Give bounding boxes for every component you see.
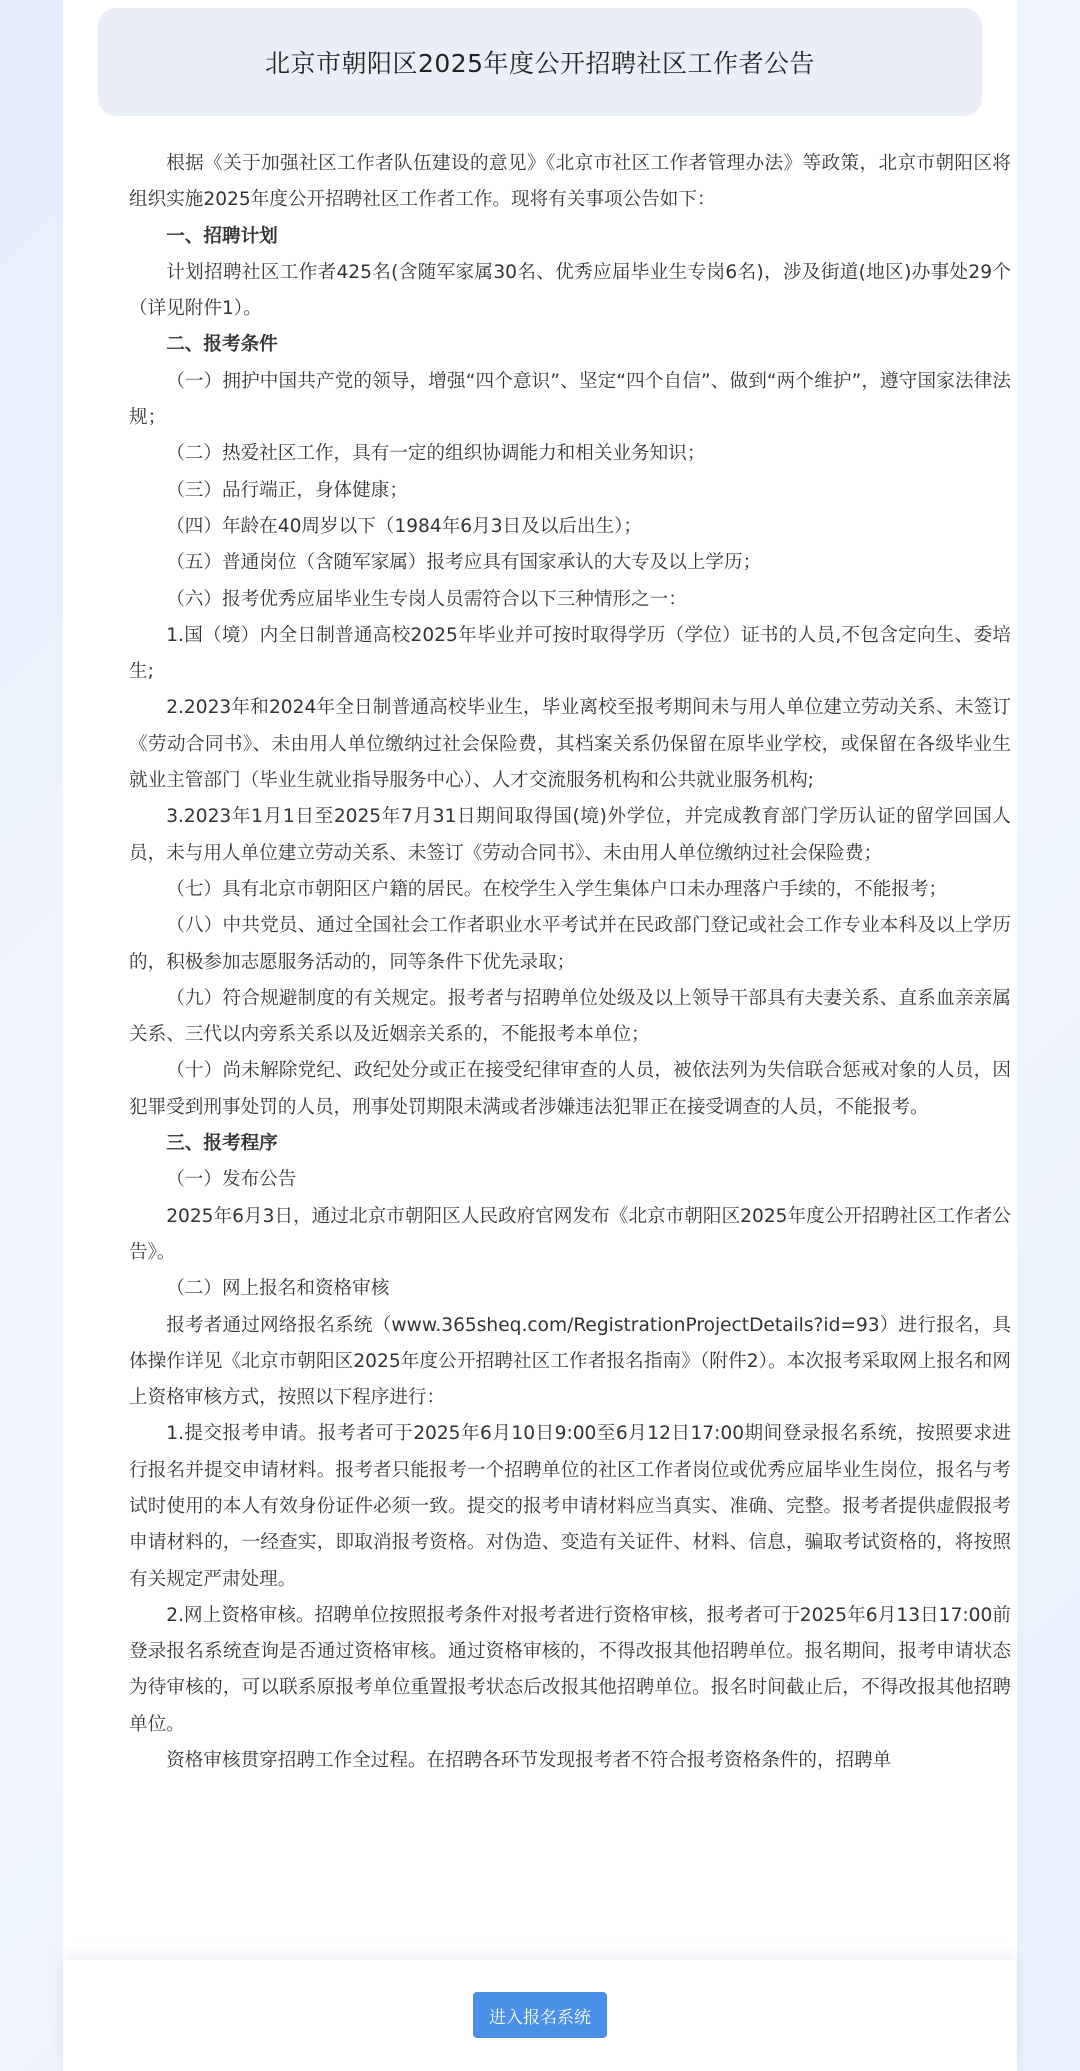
procedure-paragraph: 报考者通过网络报名系统（www.365sheq.com/RegistrationProjectDetails?id=93）进行报名，具体操作详见《北京市朝阳区2025年度公开招聘社区工作者报名指南》（附件2）。本次报考采取网上报名和网上资格审核方式，按照以下程序进行： xyxy=(129,1314,1011,1409)
condition-item: （七）具有北京市朝阳区户籍的居民。在校学生入学生集体户口未办理落户手续的，不能报考； xyxy=(166,878,948,900)
section-heading-conditions: 二、报考条件 xyxy=(166,334,278,356)
procedure-paragraph: 2.网上资格审核。招聘单位按照报考条件对报考者进行资格审核，报考者可于2025年6月13日17:00前登录报名系统查询是否通过资格审核。通过资格审核的，不得改报其他招聘单位。报名期间，报考申请状态为待审核的，可以联系原报考单位重置报考状态后改报其他招聘单位。报名时间截止后，不得改报其他招聘单位。 xyxy=(129,1604,1011,1735)
condition-item: （四）年龄在40周岁以下（1984年6月3日及以后出生）； xyxy=(166,515,642,537)
procedure-paragraph: 1.提交报考申请。报考者可于2025年6月10日9:00至6月12日17:00期间登录报名系统，按照要求进行报名并提交申请材料。报考者只能报考一个招聘单位的社区工作者岗位或优秀应届毕业生岗位，报名与考试时使用的本人有效身份证件必须一致。提交的报考申请材料应当真实、准确、完整。报考者提供虚假报考申请材料的，一经查实，即取消报考资格。对伪造、变造有关证件、材料、信息，骗取考试资格的，将按照有关规定严肃处理。 xyxy=(129,1423,1011,1590)
intro-paragraph: 根据《关于加强社区工作者队伍建设的意见》《北京市社区工作者管理办法》等政策，北京市朝阳区将组织实施2025年度公开招聘社区工作者工作。现将有关事项公告如下： xyxy=(129,153,1011,211)
section-heading-procedure: 三、报考程序 xyxy=(166,1133,278,1155)
condition-subitem: 1.国（境）内全日制普通高校2025年毕业并可按时取得学历（学位）证书的人员,不包含定向生、委培生; xyxy=(129,624,1011,683)
notice-body xyxy=(129,146,1011,1779)
condition-item: （一）拥护中国共产党的领导，增强“四个意识”、坚定“四个自信”、做到“两个维护”，遵守国家法律法规； xyxy=(129,370,1011,429)
procedure-heading: （二）网上报名和资格审核 xyxy=(166,1278,390,1300)
procedure-paragraph: 资格审核贯穿招聘工作全过程。在招聘各环节发现报考者不符合报考资格条件的，招聘单 xyxy=(166,1750,892,1772)
condition-item: （五）普通岗位（含随军家属）报考应具有国家承认的大专及以上学历； xyxy=(166,552,762,574)
procedure-heading: （一）发布公告 xyxy=(166,1169,297,1191)
section-heading-plan: 一、招聘计划 xyxy=(166,225,278,247)
condition-item: （二）热爱社区工作，具有一定的组织协调能力和相关业务知识； xyxy=(166,443,706,465)
condition-subitem: 3.2023年1月1日至2025年7月31日期间取得国(境)外学位，并完成教育部门学历认证的留学回国人员，未与用人单位建立劳动关系、未签订《劳动合同书》、未由用人单位缴纳过社会保险费； xyxy=(129,806,1011,864)
condition-item: （三）品行端正，身体健康； xyxy=(166,479,408,501)
page-title: 北京市朝阳区2025年度公开招聘社区工作者公告 xyxy=(264,49,816,78)
enter-registration-button[interactable]: 进入报名系统 xyxy=(473,1992,607,2038)
bottom-action-bar xyxy=(63,1960,1017,2071)
condition-subitem: 2.2023年和2024年全日制普通高校毕业生，毕业离校至报考期间未与用人单位建立劳动关系、未签订《劳动合同书》、未由用人单位缴纳过社会保险费，其档案关系仍保留在原毕业学校，或保留在各级毕业生就业主管部门（毕业生就业指导服务中心）、人才交流服务机构和公共就业服务机构; xyxy=(129,697,1011,792)
condition-item: （八）中共党员、通过全国社会工作者职业水平考试并在民政部门登记或社会工作专业本科及以上学历的，积极参加志愿服务活动的，同等条件下优先录取； xyxy=(129,915,1011,973)
condition-item: （十）尚未解除党纪、政纪处分或正在接受纪律审查的人员，被依法列为失信联合惩戒对象的人员，因犯罪受到刑事处罚的人员，刑事处罚期限未满或者涉嫌违法犯罪正在接受调查的人员，不能报考。 xyxy=(129,1060,1011,1118)
condition-item: （六）报考优秀应届毕业生专岗人员需符合以下三种情形之一： xyxy=(166,588,687,610)
condition-item: （九）符合规避制度的有关规定。报考者与招聘单位处级及以上领导干部具有夫妻关系、直系血亲亲属关系、三代以内旁系关系以及近姻亲关系的，不能报考本单位； xyxy=(129,987,1011,1046)
notice-page xyxy=(63,0,1017,2071)
procedure-paragraph: 2025年6月3日，通过北京市朝阳区人民政府官网发布《北京市朝阳区2025年度公开招聘社区工作者公告》。 xyxy=(129,1205,1011,1263)
title-banner xyxy=(98,8,982,116)
plan-paragraph: 计划招聘社区工作者425名(含随军家属30名、优秀应届毕业生专岗6名)，涉及街道(地区)办事处29个（详见附件1）。 xyxy=(129,261,1011,320)
